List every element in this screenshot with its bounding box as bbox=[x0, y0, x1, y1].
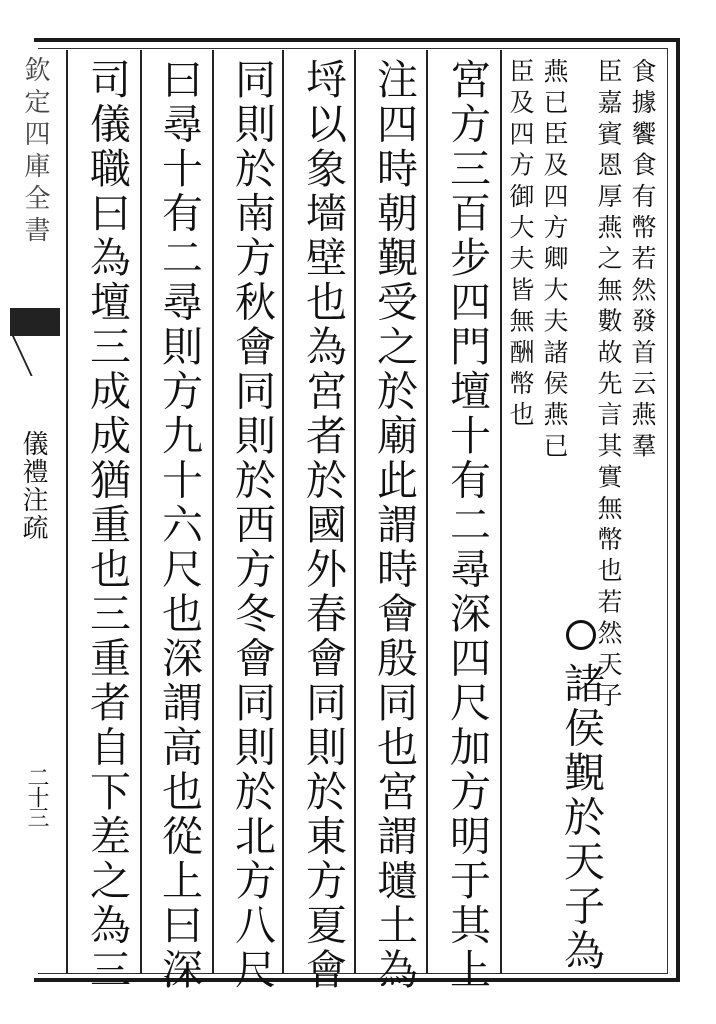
column-rule bbox=[212, 50, 214, 974]
column-rule bbox=[66, 50, 68, 974]
margin-top-title: 欽定四庫全書 bbox=[20, 56, 50, 248]
text-column-5-text: 諸侯覲於天子為 bbox=[557, 662, 605, 974]
column-rule bbox=[500, 50, 502, 974]
text-column-7: 注四時朝覲受之於廟此謂時會殷同也宮謂壝土為 bbox=[370, 58, 418, 993]
column-rule bbox=[140, 50, 142, 974]
text-column-2: 臣嘉賓恩厚燕之無數故先言其實無幣也若然天子 bbox=[594, 58, 623, 714]
text-column-9: 同則於南方秋會同則於西方冬會同則於北方八尺 bbox=[228, 58, 276, 993]
text-column-11: 司儀職曰為壇三成成猶重也三重者自下差之為三 bbox=[83, 58, 131, 993]
circle-mark-icon bbox=[566, 620, 596, 650]
column-rule bbox=[426, 50, 428, 974]
text-column-1: 食據饗食有幣若然發首云燕羣 bbox=[628, 58, 657, 464]
fish-tail-mark bbox=[10, 308, 60, 336]
text-column-10: 曰尋十有二尋則方九十六尺也深謂高也從上曰深 bbox=[155, 58, 203, 993]
text-column-6: 宮方三百步四門壇十有二尋深四尺加方明于其上 bbox=[443, 58, 491, 993]
text-column-3: 燕已臣及四方卿大夫諸侯燕已 bbox=[540, 58, 569, 464]
text-column-5 bbox=[557, 612, 605, 974]
text-column-4: 臣及四方御大夫皆無酬幣也 bbox=[506, 58, 535, 433]
margin-book-title: 儀禮注疏 bbox=[18, 430, 48, 542]
column-rule bbox=[354, 50, 356, 974]
margin-page-number: 二十三 bbox=[24, 766, 49, 826]
column-rule bbox=[282, 50, 284, 974]
text-column-8: 埒以象墻壁也為宮者於國外春會同則於東方夏會 bbox=[299, 58, 347, 993]
